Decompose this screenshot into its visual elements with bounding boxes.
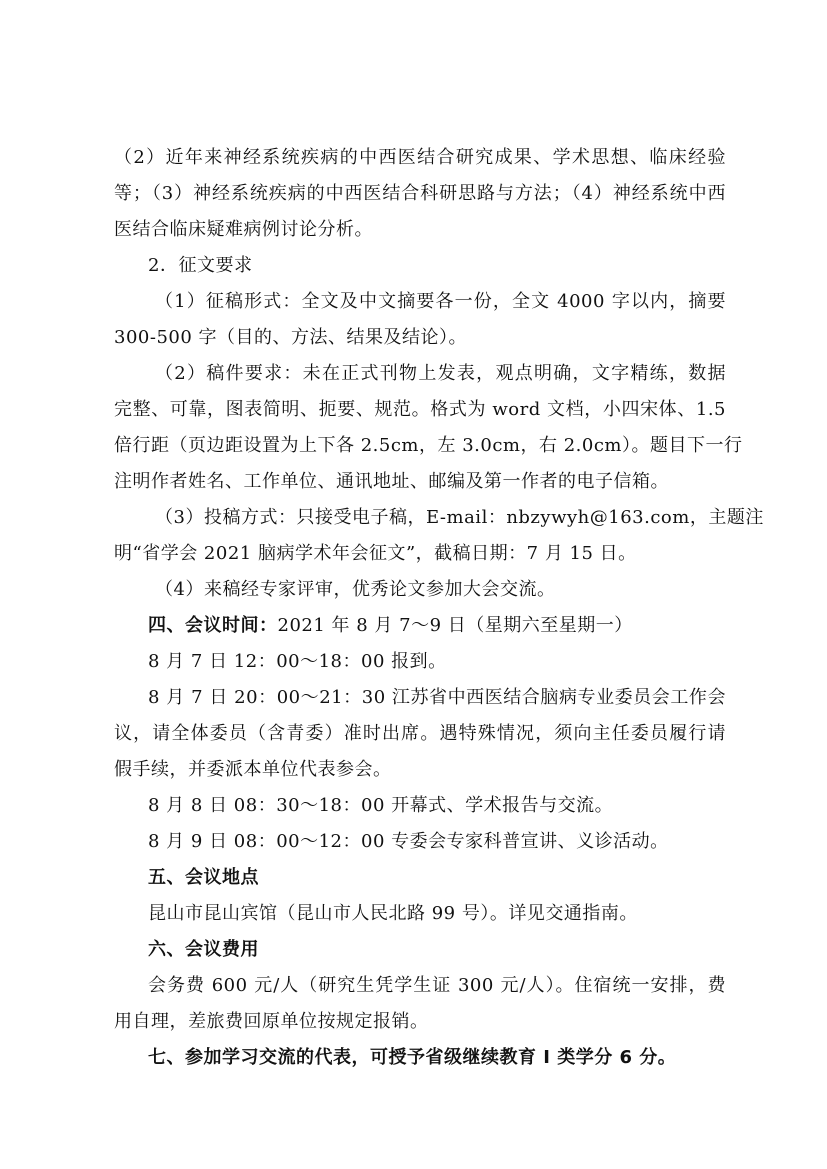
schedule-item: 8 月 7 日 20：00～21：30 江苏省中西医结合脑病专业委员会工作会 xyxy=(148,687,726,708)
paragraph-line: 注明作者姓名、工作单位、通讯地址、邮编及第一作者的电子信箱。 xyxy=(114,471,669,492)
schedule-item: 8 月 9 日 08：00～12：00 专委会专家科普宣讲、义诊活动。 xyxy=(148,831,669,852)
paragraph-line: 会务费 600 元/人（研究生凭学生证 300 元/人）。住宿统一安排，费 xyxy=(148,975,726,996)
paragraph-line: 假手续，并委派本单位代表参会。 xyxy=(114,759,392,780)
section-subheading: 2．征文要求 xyxy=(148,255,253,276)
paragraph-line: （2）稿件要求：未在正式刊物上发表，观点明确，文字精练，数据 xyxy=(155,363,726,384)
paragraph-line: 用自理，差旅费回原单位按规定报销。 xyxy=(114,1011,429,1032)
paragraph-line: （1）征稿形式：全文及中文摘要各一份，全文 4000 字以内，摘要 xyxy=(155,291,726,312)
paragraph-line: （4）来稿经专家评审，优秀论文参加大会交流。 xyxy=(155,579,556,600)
paragraph-line: 昆山市昆山宾馆（昆山市人民北路 99 号）。详见交通指南。 xyxy=(148,903,638,924)
paragraph-line: 倍行距（页边距设置为上下各 2.5cm，左 3.0cm，右 2.0cm）。题目下一行 xyxy=(114,435,743,456)
section-heading: 五、会议地点 xyxy=(148,867,259,888)
paragraph-line: 300-500 字（目的、方法、结果及结论）。 xyxy=(114,327,468,348)
paragraph-line: 完整、可靠，图表简明、扼要、规范。格式为 word 文档，小四宋体、1.5 xyxy=(114,399,726,420)
section-heading: 四、会议时间： xyxy=(148,615,278,636)
paragraph-line: 医结合临床疑难病例讨论分析。 xyxy=(114,219,373,240)
section-heading: 六、会议费用 xyxy=(148,939,259,960)
paragraph-line: （3）投稿方式：只接受电子稿，E-mail：nbzywyh@163.com，主题注 xyxy=(155,507,764,528)
paragraph-line: （2）近年来神经系统疾病的中西医结合研究成果、学术思想、临床经验 xyxy=(114,147,726,168)
paragraph-line: 明“省学会 2021 脑病学术年会征文”，截稿日期：7 月 15 日。 xyxy=(114,543,637,564)
meeting-time-value: 2021 年 8 月 7～9 日（星期六至星期一） xyxy=(277,615,633,636)
section-heading: 七、参加学习交流的代表，可授予省级继续教育 I 类学分 6 分。 xyxy=(148,1047,677,1068)
schedule-item: 8 月 7 日 12：00～18：00 报到。 xyxy=(148,651,447,672)
schedule-item: 8 月 8 日 08：30～18：00 开幕式、学术报告与交流。 xyxy=(148,795,614,816)
paragraph-line: 等；（3）神经系统疾病的中西医结合科研思路与方法；（4）神经系统中西 xyxy=(114,183,726,204)
meeting-time-line xyxy=(148,614,726,638)
paragraph-line: 议，请全体委员（含青委）准时出席。遇特殊情况，须向主任委员履行请 xyxy=(114,723,726,744)
